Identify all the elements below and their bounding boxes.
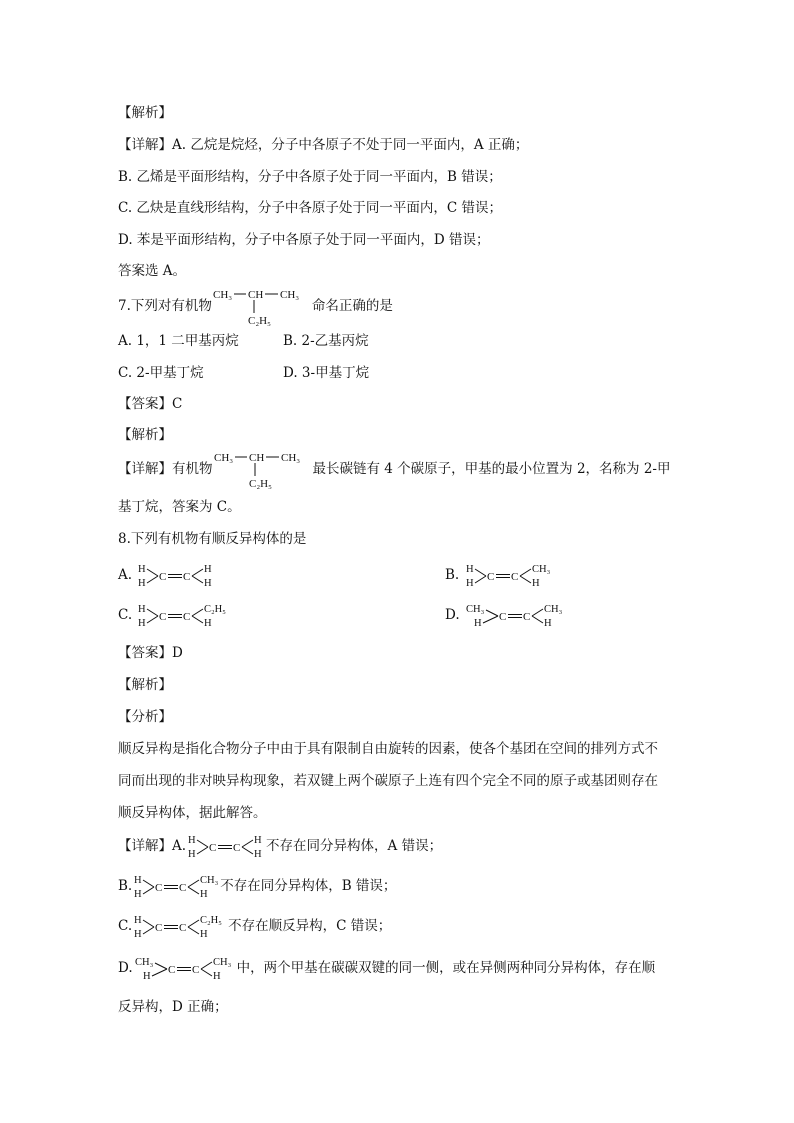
q8-b-label: B. [445, 567, 460, 583]
analysis-heading-8: 【分析】 [118, 709, 172, 725]
q8-option-d [445, 601, 584, 630]
svg-text:H: H [188, 834, 196, 846]
svg-text:C: C [183, 570, 191, 583]
detail-8-b [118, 872, 396, 901]
structure-2-methylbutane [212, 287, 312, 327]
svg-text:C: C [522, 610, 531, 623]
structure-ethylene-detail [186, 833, 266, 861]
detail-7 [118, 449, 671, 490]
answer-8: 【答案】D [118, 645, 183, 661]
structure-2-butene-detail [133, 955, 237, 983]
svg-text:C: C [498, 610, 507, 623]
svg-text:C₂H₅: C₂H₅ [200, 914, 223, 926]
detail-8-d-cont: 反异构，D 正确； [118, 999, 228, 1015]
svg-text:H: H [134, 874, 142, 886]
svg-text:C: C [159, 570, 167, 583]
answer-7: 【答案】C [118, 396, 183, 412]
svg-text:CH₃: CH₃ [280, 451, 300, 464]
structure-2-methylbutane-detail [213, 450, 313, 490]
q7-prefix: 7.下列对有机物 [118, 298, 212, 314]
svg-text:H: H [138, 563, 146, 575]
svg-text:C: C [191, 963, 199, 976]
svg-text:C₂H₅: C₂H₅ [248, 477, 272, 490]
q8-option-a [118, 561, 226, 590]
svg-text:H: H [204, 563, 212, 575]
svg-text:H: H [188, 848, 196, 860]
svg-text:CH: CH [248, 451, 264, 464]
xj8-d-prefix: D. [118, 960, 133, 976]
detail-8-a [118, 832, 442, 861]
svg-text:CH₃: CH₃ [465, 603, 485, 615]
svg-text:CH₃: CH₃ [200, 874, 219, 886]
q7-option-d: D. 3-甲基丁烷 [283, 365, 370, 381]
svg-text:H: H [204, 577, 212, 589]
svg-text:H: H [254, 834, 262, 846]
svg-text:H: H [465, 563, 474, 575]
detail-8-c [118, 912, 391, 941]
xj8-a-suffix: 不存在同分异构体，A 错误； [266, 838, 443, 854]
structure-ethylene [136, 562, 226, 590]
svg-text:H: H [531, 577, 540, 589]
detail-line-a: 【详解】A. 乙烷是烷烃，分子中各原子不处于同一平面内，A 正确； [118, 137, 529, 153]
paragraph-1: 顺反异构是指化合物分子中由于具有限制自由旋转的因素，使各个基团在空间的排列方式不 [118, 741, 658, 757]
xj8-c-prefix: C. [118, 918, 133, 934]
svg-text:CH: CH [247, 288, 264, 301]
analysis-8: 【解析】 [118, 677, 172, 693]
svg-text:CH₃: CH₃ [134, 956, 153, 968]
structure-propene-detail [132, 873, 220, 901]
svg-text:CH₃: CH₃ [213, 451, 233, 464]
svg-text:C: C [155, 921, 163, 934]
svg-text:H: H [465, 577, 474, 589]
svg-text:CH₃: CH₃ [212, 288, 233, 301]
svg-text:C: C [179, 881, 187, 894]
structure-2-butene [464, 602, 584, 630]
paragraph-2: 同而出现的非对映异构现象，若双键上两个碳原子上连有四个完全不同的原子或基团则存在 [118, 773, 658, 789]
detail-line-d: D. 苯是平面形结构，分子中各原子处于同一平面内，D 错误； [118, 232, 490, 248]
svg-text:H: H [138, 577, 146, 589]
svg-text:CH₃: CH₃ [279, 288, 300, 301]
svg-text:C: C [486, 570, 494, 583]
svg-text:C₂H₅: C₂H₅ [204, 603, 227, 615]
detail-line-c: C. 乙炔是直线形结构，分子中各原子处于同一平面内，C 错误； [118, 200, 503, 216]
svg-text:C: C [209, 841, 217, 854]
q8-d-label: D. [445, 607, 460, 623]
svg-text:C: C [179, 921, 187, 934]
svg-text:CH₃: CH₃ [543, 603, 563, 615]
q7-suffix: 命名正确的是 [311, 298, 393, 314]
q7-option-c: C. 2-甲基丁烷 [118, 365, 204, 381]
svg-text:H: H [142, 970, 151, 982]
q7-option-a: A. 1，1 二甲基丙烷 [118, 333, 239, 349]
svg-text:H: H [134, 914, 142, 926]
svg-text:C: C [233, 841, 241, 854]
svg-text:C₂H₅: C₂H₅ [247, 314, 271, 327]
xj8-c-suffix: 不存在顺反异构，C 错误； [228, 918, 392, 934]
svg-text:H: H [200, 888, 208, 900]
svg-text:CH₃: CH₃ [212, 956, 231, 968]
answer-line: 答案选 A。 [118, 263, 187, 279]
analysis-7: 【解析】 [118, 427, 172, 443]
svg-text:H: H [473, 617, 482, 629]
svg-text:C: C [510, 570, 518, 583]
section-analysis: 【解析】 [118, 105, 172, 121]
svg-text:C: C [167, 963, 175, 976]
question-7 [118, 286, 393, 327]
paragraph-3: 顺反异构体，据此解答。 [118, 805, 267, 821]
svg-text:H: H [204, 617, 213, 629]
svg-text:CH₃: CH₃ [531, 563, 550, 575]
xj8-b-prefix: B. [118, 878, 133, 894]
svg-text:C: C [155, 881, 163, 894]
detail-line-b: B. 乙烯是平面形结构，分子中各原子处于同一平面内，B 错误； [118, 169, 502, 185]
svg-text:H: H [138, 617, 147, 629]
svg-text:H: H [212, 970, 221, 982]
detail-8-d [118, 954, 655, 983]
q8-c-label: C. [118, 607, 133, 623]
xj8-a-prefix: 【详解】A. [118, 838, 187, 854]
svg-text:C: C [183, 610, 191, 623]
xj7-prefix: 【详解】有机物 [118, 461, 213, 477]
structure-1-butene-detail [132, 913, 228, 941]
structure-1-butene [136, 602, 236, 630]
q8-option-c [118, 601, 236, 630]
svg-text:H: H [134, 928, 142, 940]
xj8-d-suffix: 中，两个甲基在碳碳双键的同一侧，或在异侧两种同分异构体，存在顺 [236, 960, 656, 976]
svg-text:H: H [543, 617, 552, 629]
svg-text:H: H [200, 928, 208, 940]
xj8-b-suffix: 不存在同分异构体，B 错误； [220, 878, 397, 894]
xj7-suffix: 最长碳链有 4 个碳原子，甲基的最小位置为 2，名称为 2-甲 [312, 461, 671, 477]
q7-option-b: B. 2-乙基丙烷 [283, 333, 369, 349]
svg-text:H: H [134, 888, 142, 900]
q8-option-b [445, 561, 564, 590]
detail-7-cont: 基丁烷，答案为 C。 [118, 499, 241, 515]
svg-text:C: C [159, 610, 167, 623]
svg-text:H: H [138, 603, 147, 615]
svg-text:H: H [254, 848, 262, 860]
structure-propene [464, 562, 564, 590]
question-8: 8.下列有机物有顺反异构体的是 [118, 531, 307, 547]
q8-a-label: A. [118, 567, 133, 583]
